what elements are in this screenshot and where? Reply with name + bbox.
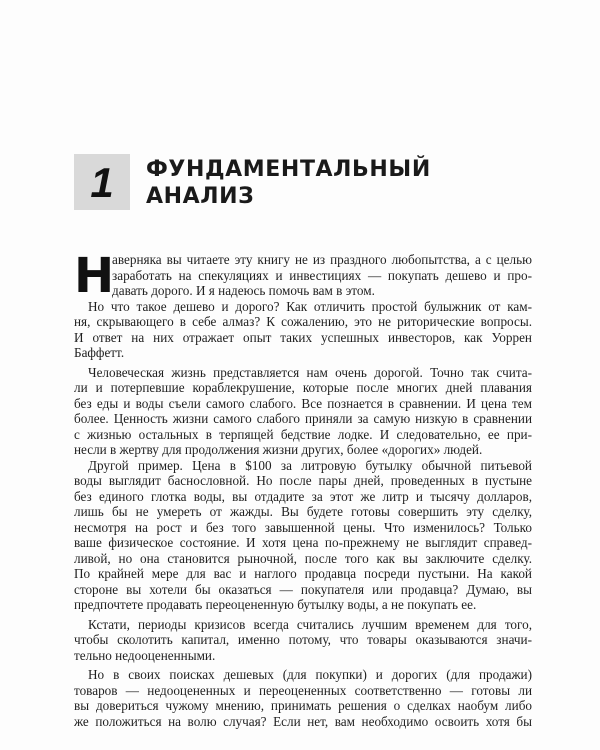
chapter-title-line-1: ФУНДАМЕНТАЛЬНЫЙ [146, 157, 431, 182]
text-line: стороне вы хотели бы оказаться — покупателя или продавца? Думаю, вы [74, 581, 532, 597]
paragraph [74, 617, 532, 664]
text-line: заработать на спекуляциях и инвестициях — покупать дешево и про- [112, 267, 532, 283]
text-line: с жизнью остальных в терпящей бедствие лодке. И следовательно, ее при- [74, 426, 532, 442]
paragraph [74, 458, 532, 613]
text-line: Но что такое дешево и дорого? Как отличить простой булыжник от кам- [88, 298, 532, 314]
text-line: товаров — недооцененных и переоцененных соответственно — готовы ли [74, 682, 532, 698]
text-line: По крайней мере для вас и наглого продавца посреди пустыни. На какой [74, 566, 532, 581]
chapter-number: 1 [90, 159, 114, 206]
chapter-body [74, 248, 532, 729]
paragraph [74, 248, 532, 304]
text-line: без единого глотка воды, вы отдадите за этот же литр и тысячу долларов, [74, 488, 532, 504]
text-line: лишь бы не умереть от жажды. Вы будете готовы совершить эту сделку, [74, 504, 532, 519]
paragraph [74, 365, 532, 458]
text-line: воды выглядит баснословной. Но после пары дней, проведенных в пустыне [74, 473, 532, 488]
drop-cap: Н [74, 248, 115, 304]
text-line: Но в своих поисках дешевых (для покупки) и дорогих (для продажи) [88, 667, 532, 682]
text-line: без еды и воды съели самого слабого. Все познается в сравнении. И цена тем [74, 395, 532, 411]
chapter-title [146, 156, 506, 210]
text-line: несмотря на рост и без того завышенной цены. Что изменилось? Только [74, 519, 532, 535]
text-line: давать дорого. И я надеюсь помочь вам в этом. [112, 283, 375, 298]
text-line: ли и потерпевшие кораблекрушение, которые после многих дней плавания [74, 380, 532, 395]
text-line: чтобы сколотить капитал, именно потому, что товары оказываются значи- [74, 632, 532, 647]
text-line: Баффетт. [74, 345, 125, 360]
text-line: тельно недооцененными. [74, 647, 216, 663]
text-line: И ответ на них отражает опыт таких успешных инвесторов, как Уоррен [74, 329, 532, 345]
chapter-number-box [74, 154, 130, 210]
text-line: ня, скрывающего в себе алмаз? К сожалению, это не риторические вопросы. [74, 314, 532, 329]
text-line: предпочтете продавать переоцененную бутылку воды, а не покупать ее. [74, 597, 477, 612]
text-line: Человеческая жизнь представляется нам очень дорогой. Точно так счита- [88, 364, 532, 380]
text-line: ливой, но она становится рыночной, после того как вы заключите сделку. [74, 550, 532, 566]
text-line: более. Ценность жизни самого слабого приняли за самую низкую в сравнении [74, 411, 532, 426]
text-line: Другой пример. Цена в $100 за литровую бутылку обычной питьевой [88, 457, 532, 473]
text-line: несли в жертву для продолжения жизни других, более «дорогих» людей. [74, 442, 483, 457]
text-line: аверняка вы читаете эту книгу не из праздного любопытства, а с целью [112, 252, 532, 267]
paragraph [74, 299, 532, 361]
text-line: вы довериться чужому мнению, принимать решения о сделках наобум либо [74, 698, 532, 713]
text-line: Кстати, периоды кризисов всегда считались лучшим временем для того, [88, 616, 532, 632]
chapter-title-line-2: АНАЛИЗ [146, 184, 255, 209]
text-line: же положиться на волю случая? Если нет, вам необходимо освоить хотя бы [74, 713, 532, 729]
paragraph [74, 667, 532, 729]
text-line: ваше физическое состояние. И хотя цена по-прежнему не выглядит справед- [74, 535, 532, 550]
